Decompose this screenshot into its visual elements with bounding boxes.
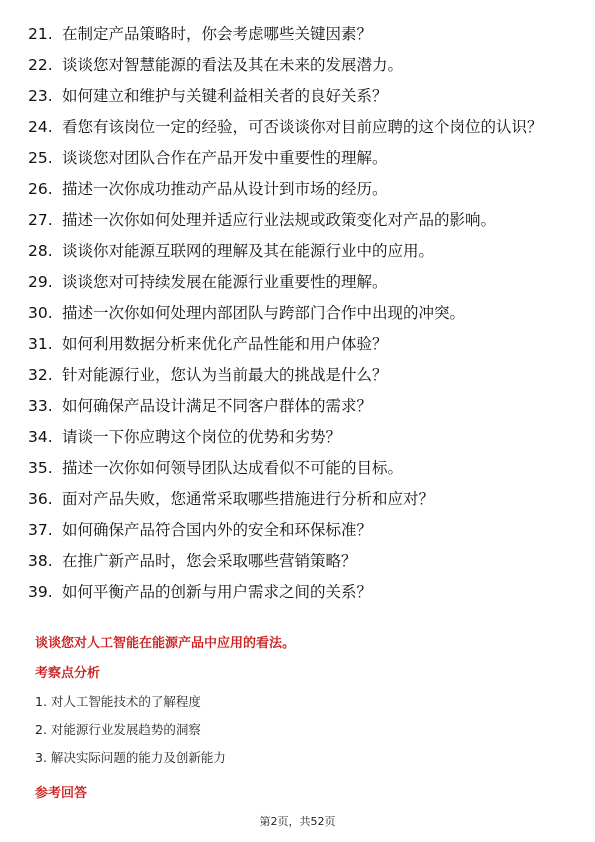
- question-item: [28, 551, 568, 572]
- question-item: [28, 365, 568, 386]
- question-item: [28, 334, 568, 355]
- analysis-points: [35, 693, 565, 767]
- question-number: 35.: [28, 459, 53, 477]
- question-number: 31.: [28, 335, 53, 353]
- question-number: 30.: [28, 304, 53, 322]
- question-text: 谈谈您对团队合作在产品开发中重要性的理解。: [62, 149, 388, 167]
- question-number: 23.: [28, 87, 53, 105]
- question-number: 38.: [28, 552, 53, 570]
- question-number: 21.: [28, 25, 53, 43]
- question-number: 39.: [28, 583, 53, 601]
- question-item: [28, 24, 568, 45]
- question-number: 34.: [28, 428, 53, 446]
- question-number: 24.: [28, 118, 53, 136]
- question-text: 如何平衡产品的创新与用户需求之间的关系？: [62, 583, 373, 601]
- question-text: 描述一次你成功推动产品从设计到市场的经历。: [62, 180, 388, 198]
- question-item: [28, 303, 568, 324]
- question-number: 29.: [28, 273, 53, 291]
- question-number: 25.: [28, 149, 53, 167]
- question-text: 谈谈您对智慧能源的看法及其在未来的发展潜力。: [62, 56, 404, 74]
- question-text: 谈谈您对可持续发展在能源行业重要性的理解。: [62, 273, 388, 291]
- analysis-heading: 考察点分析: [35, 666, 101, 681]
- question-item: [28, 272, 568, 293]
- question-item: [28, 520, 568, 541]
- analysis-point: 1. 对人工智能技术的了解程度: [35, 694, 201, 709]
- question-item: [28, 117, 568, 138]
- featured-question-title: 谈谈您对人工智能在能源产品中应用的看法。: [35, 636, 296, 651]
- question-item: [28, 427, 568, 448]
- question-text: 面对产品失败，您通常采取哪些措施进行分析和应对？: [62, 490, 435, 508]
- question-item: [28, 86, 568, 107]
- question-number: 33.: [28, 397, 53, 415]
- question-list: [28, 24, 568, 613]
- question-number: 36.: [28, 490, 53, 508]
- question-item: [28, 396, 568, 417]
- question-text: 如何建立和维护与关键利益相关者的良好关系？: [62, 87, 388, 105]
- featured-question-section: [35, 635, 565, 803]
- page-footer: 第2页，共52页: [259, 815, 336, 828]
- question-text: 如何确保产品符合国内外的安全和环保标准？: [62, 521, 373, 539]
- question-number: 27.: [28, 211, 53, 229]
- question-text: 在制定产品策略时，你会考虑哪些关键因素？: [62, 25, 373, 43]
- question-item: [28, 55, 568, 76]
- question-number: 32.: [28, 366, 53, 384]
- question-item: [28, 241, 568, 262]
- analysis-point: 2. 对能源行业发展趋势的洞察: [35, 722, 201, 737]
- question-text: 请谈一下你应聘这个岗位的优势和劣势？: [62, 428, 342, 446]
- question-item: [28, 458, 568, 479]
- question-number: 22.: [28, 56, 53, 74]
- question-item: [28, 148, 568, 169]
- question-text: 在推广新产品时，您会采取哪些营销策略？: [62, 552, 357, 570]
- question-number: 28.: [28, 242, 53, 260]
- question-text: 如何利用数据分析来优化产品性能和用户体验？: [62, 335, 388, 353]
- question-text: 描述一次你如何处理内部团队与跨部门合作中出现的冲突。: [62, 304, 466, 322]
- question-text: 看您有该岗位一定的经验，可否谈谈你对目前应聘的这个岗位的认识？: [62, 118, 543, 136]
- question-text: 针对能源行业，您认为当前最大的挑战是什么？: [62, 366, 388, 384]
- question-item: [28, 210, 568, 231]
- question-item: [28, 179, 568, 200]
- question-item: [28, 489, 568, 510]
- reference-answer-heading: 参考回答: [35, 786, 88, 801]
- question-text: 描述一次你如何处理并适应行业法规或政策变化对产品的影响。: [62, 211, 497, 229]
- question-text: 谈谈你对能源互联网的理解及其在能源行业中的应用。: [62, 242, 435, 260]
- question-text: 如何确保产品设计满足不同客户群体的需求？: [62, 397, 373, 415]
- question-text: 描述一次你如何领导团队达成看似不可能的目标。: [62, 459, 404, 477]
- question-item: [28, 582, 568, 603]
- question-number: 37.: [28, 521, 53, 539]
- question-number: 26.: [28, 180, 53, 198]
- analysis-point: 3. 解决实际问题的能力及创新能力: [35, 750, 226, 765]
